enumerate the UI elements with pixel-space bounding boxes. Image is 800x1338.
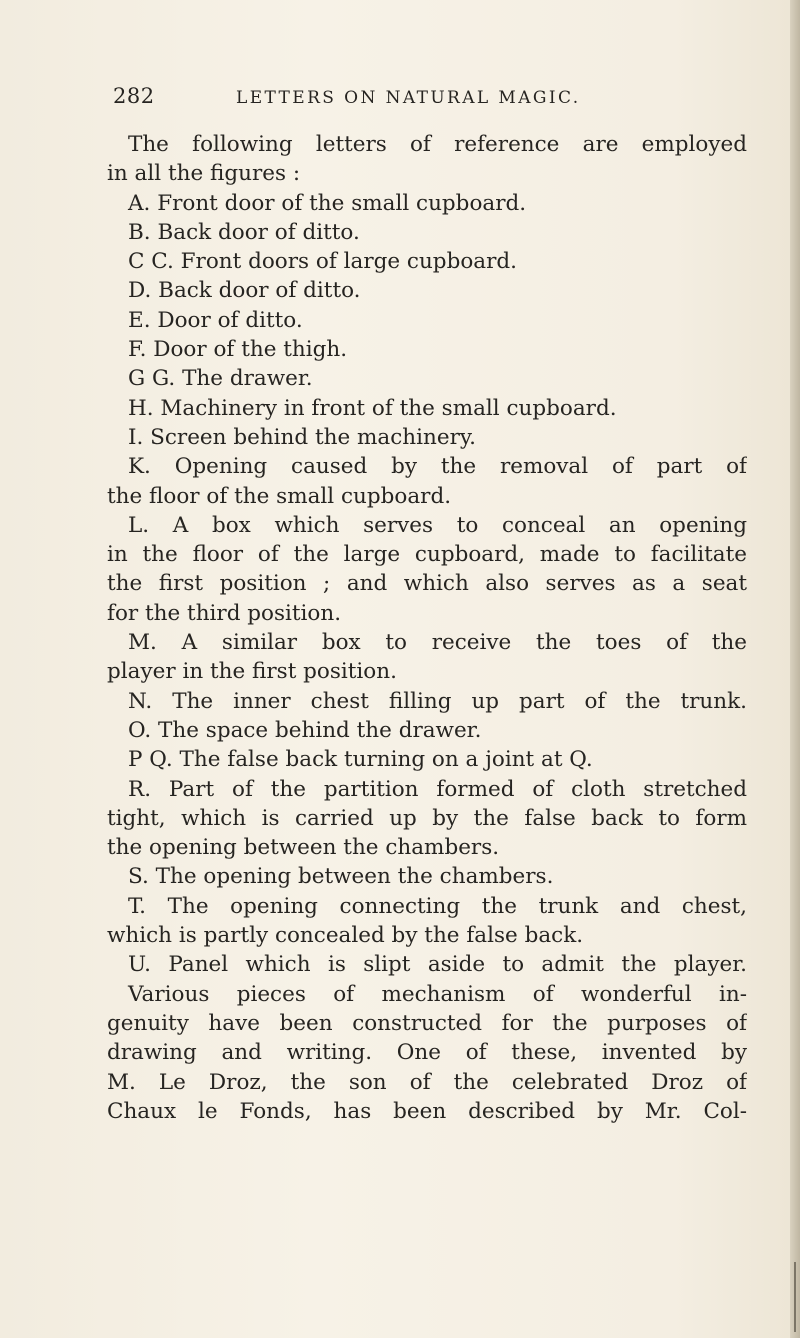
text-line: D. Back door of ditto.: [128, 278, 361, 304]
text-line: U. Panel which is slipt aside to admit the player.: [128, 952, 747, 978]
text-line: drawing and writing. One of these, invented by: [107, 1040, 747, 1066]
text-line: T. The opening connecting the trunk and chest,: [128, 893, 747, 919]
text-line: in all the figures :: [107, 161, 301, 187]
text-line: Various pieces of mechanism of wonderful in-: [128, 981, 747, 1007]
text-line: the opening between the chambers.: [107, 835, 500, 861]
text-line: tight, which is carried up by the false back to form: [107, 805, 747, 831]
text-line: M. A similar box to receive the toes of the: [128, 630, 747, 656]
text-line: O. The space behind the drawer.: [128, 717, 482, 743]
text-line: The following letters of reference are employed: [128, 132, 747, 157]
text-line: L. A box which serves to conceal an opening: [128, 512, 747, 538]
page-header: [0, 84, 790, 114]
text-line: Chaux le Fonds, has been described by Mr. Col-: [107, 1098, 747, 1124]
page-number: 282: [113, 84, 155, 108]
text-line: the floor of the small cupboard.: [107, 483, 452, 509]
text-line: the first position ; and which also serves as a seat: [107, 571, 747, 597]
text-line: F. Door of the thigh.: [128, 337, 348, 363]
page-edge-shadow: [790, 0, 800, 1338]
body-text: [107, 130, 747, 1126]
text-line: I. Screen behind the machinery.: [128, 424, 476, 450]
text-line: C C. Front doors of large cupboard.: [128, 249, 517, 275]
text-line: M. Le Droz, the son of the celebrated Droz of: [107, 1069, 747, 1095]
text-line: N. The inner chest filling up part of the trunk.: [128, 688, 747, 714]
text-line: H. Machinery in front of the small cupboard.: [128, 395, 617, 421]
text-line: which is partly concealed by the false back.: [107, 923, 584, 949]
text-line: K. Opening caused by the removal of part of: [128, 454, 747, 480]
text-line: G G. The drawer.: [128, 366, 313, 392]
text-line: in the floor of the large cupboard, made to facilitate: [107, 542, 747, 568]
text-line: genuity have been constructed for the purposes of: [107, 1010, 747, 1036]
text-line: S. The opening between the chambers.: [128, 864, 554, 890]
text-line: P Q. The false back turning on a joint at Q.: [128, 747, 593, 773]
text-line: A. Front door of the small cupboard.: [128, 190, 527, 216]
running-head: LETTERS ON NATURAL MAGIC.: [236, 88, 581, 108]
text-line: player in the first position.: [107, 659, 397, 685]
text-line: B. Back door of ditto.: [128, 219, 360, 245]
text-line: for the third position.: [107, 600, 342, 626]
edge-mark: [794, 1262, 796, 1332]
text-line: R. Part of the partition formed of cloth stretched: [128, 776, 747, 802]
text-line: E. Door of ditto.: [128, 307, 303, 333]
